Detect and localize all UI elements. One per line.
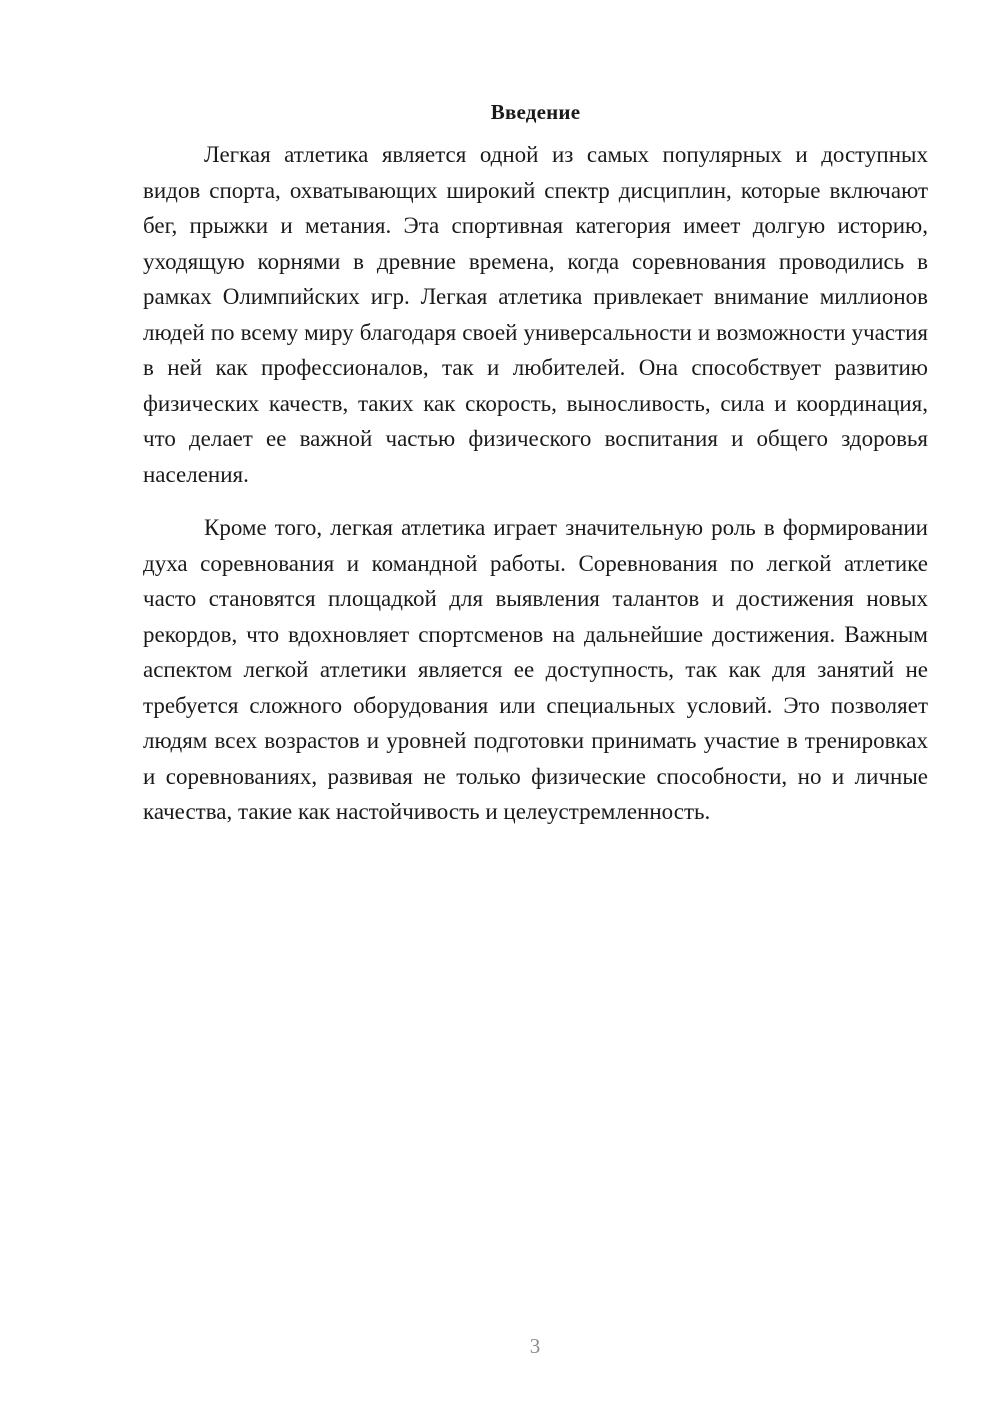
section-heading: Введение [490,100,581,124]
paragraph-second: Кроме того, легкая атлетика играет значительную роль в формировании духа соревнования и командной работы. Соревнования по легкой атлетике часто становятся площадкой для выявления талантов и достижения новых рекордов, что вдохновляет спортсменов на дальнейшие достижения. Важным аспектом легкой атлетики является ее доступность, так как для занятий не требуется сложного оборудования или специальных условий. Это позволяет людям всех возрастов и уровней подготовки принимать участие в тренировках и соревнованиях, развивая не только физические способности, но и личные качества, такие как настойчивость и целеустремленность. [143,515,928,824]
page-content [143,96,928,848]
paragraph-intro: Легкая атлетика является одной из самых популярных и доступных видов спорта, охватывающих широкий спектр дисциплин, которые включают бег, прыжки и метания. Эта спортивная категория имеет долгую историю, уходящую корнями в древние времена, когда соревнования проводились в рамках Олимпийских игр. Легкая атлетика привлекает внимание миллионов людей по всему миру благодаря своей универсальности и возможности участия в ней как профессионалов, так и любителей. Она способствует развитию физических качеств, таких как скорость, выносливость, сила и координация, что делает ее важной частью физического воспитания и общего здоровья населения. [143,142,928,487]
page-number: 3 [529,1334,541,1358]
